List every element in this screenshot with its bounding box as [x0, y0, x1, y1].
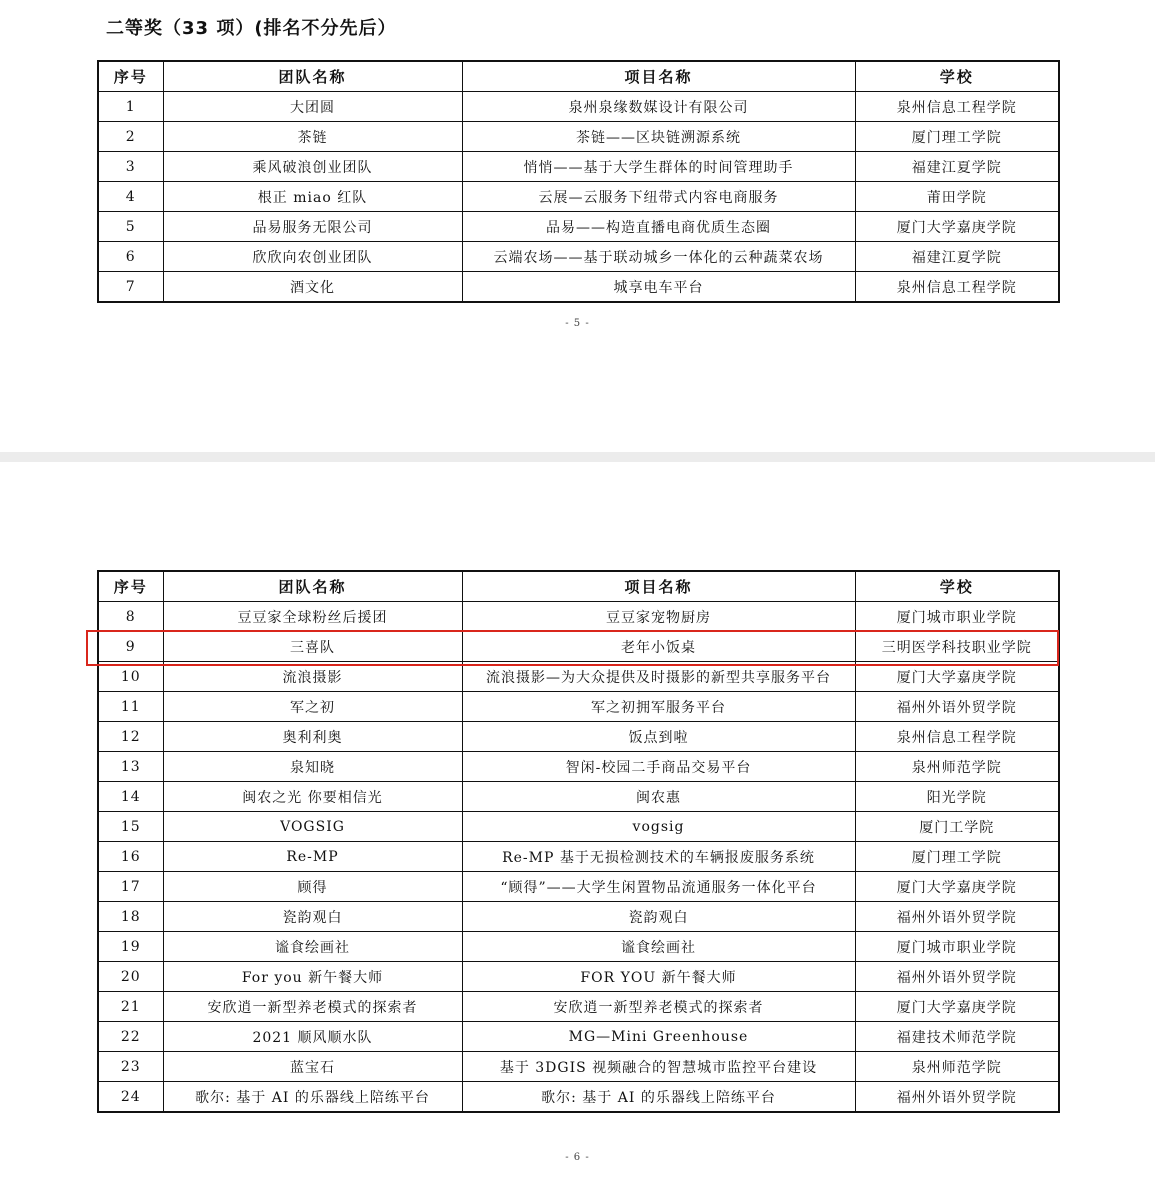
section-heading: 二等奖（33 项）(排名不分先后） — [106, 18, 397, 39]
cell-team-name: 安欣逍一新型养老模式的探索者 — [163, 992, 462, 1022]
cell-project-name: 品易——构造直播电商优质生态圈 — [462, 212, 855, 242]
cell-school: 泉州师范学院 — [855, 1052, 1059, 1082]
cell-team-name: Re-MP — [163, 842, 462, 872]
header-index: 序号 — [98, 61, 163, 92]
cell-index: 7 — [98, 272, 163, 303]
table-row — [98, 632, 1059, 662]
table-row — [98, 752, 1059, 782]
cell-school: 三明医学科技职业学院 — [855, 632, 1059, 662]
cell-team-name: 瓷韵观白 — [163, 902, 462, 932]
cell-school: 厦门城市职业学院 — [855, 602, 1059, 632]
cell-team-name: 豆豆家全球粉丝后援团 — [163, 602, 462, 632]
cell-team-name: 茶链 — [163, 122, 462, 152]
cell-team-name: 奥利利奥 — [163, 722, 462, 752]
table-row — [98, 842, 1059, 872]
cell-project-name: 饭点到啦 — [462, 722, 855, 752]
cell-school: 泉州信息工程学院 — [855, 272, 1059, 303]
cell-school: 厦门大学嘉庚学院 — [855, 212, 1059, 242]
cell-team-name: 大团圆 — [163, 92, 462, 122]
cell-team-name: 闽农之光 你要相信光 — [163, 782, 462, 812]
header-team-name: 团队名称 — [163, 571, 462, 602]
page-separator — [0, 452, 1155, 462]
cell-school: 泉州信息工程学院 — [855, 92, 1059, 122]
cell-project-name: 悄悄——基于大学生群体的时间管理助手 — [462, 152, 855, 182]
cell-team-name: 2021 顺风顺水队 — [163, 1022, 462, 1052]
cell-team-name: 流浪摄影 — [163, 662, 462, 692]
cell-project-name: 歌尔: 基于 AI 的乐器线上陪练平台 — [462, 1082, 855, 1113]
page-number: - 6 - — [565, 1152, 590, 1163]
cell-project-name: Re-MP 基于无损检测技术的车辆报废服务系统 — [462, 842, 855, 872]
document-page-5 — [0, 0, 1155, 452]
cell-school: 厦门大学嘉庚学院 — [855, 992, 1059, 1022]
header-project-name: 项目名称 — [462, 61, 855, 92]
cell-project-name: 云端农场——基于联动城乡一体化的云种蔬菜农场 — [462, 242, 855, 272]
cell-index: 24 — [98, 1082, 163, 1113]
cell-index: 15 — [98, 812, 163, 842]
page-number: - 5 - — [565, 318, 590, 329]
cell-school: 福建江夏学院 — [855, 152, 1059, 182]
table-row — [98, 152, 1059, 182]
table-row — [98, 122, 1059, 152]
awards-table-page-6 — [97, 570, 1060, 1113]
cell-school: 莆田学院 — [855, 182, 1059, 212]
table-row — [98, 272, 1059, 303]
cell-index: 12 — [98, 722, 163, 752]
header-project-name: 项目名称 — [462, 571, 855, 602]
cell-school: 厦门城市职业学院 — [855, 932, 1059, 962]
cell-school: 福州外语外贸学院 — [855, 1082, 1059, 1113]
cell-project-name: 基于 3DGIS 视频融合的智慧城市监控平台建设 — [462, 1052, 855, 1082]
table-row — [98, 962, 1059, 992]
cell-project-name: FOR YOU 新午餐大师 — [462, 962, 855, 992]
cell-team-name: 欣欣向农创业团队 — [163, 242, 462, 272]
cell-index: 9 — [98, 632, 163, 662]
table-row — [98, 242, 1059, 272]
cell-project-name: 闽农惠 — [462, 782, 855, 812]
cell-index: 8 — [98, 602, 163, 632]
cell-team-name: 谧食绘画社 — [163, 932, 462, 962]
cell-index: 10 — [98, 662, 163, 692]
table-row — [98, 662, 1059, 692]
cell-team-name: 歌尔: 基于 AI 的乐器线上陪练平台 — [163, 1082, 462, 1113]
document-page-6 — [0, 462, 1155, 1200]
cell-project-name: MG—Mini Greenhouse — [462, 1022, 855, 1052]
cell-school: 厦门大学嘉庚学院 — [855, 872, 1059, 902]
cell-team-name: 泉知晓 — [163, 752, 462, 782]
cell-team-name: For you 新午餐大师 — [163, 962, 462, 992]
cell-school: 厦门工学院 — [855, 812, 1059, 842]
cell-index: 2 — [98, 122, 163, 152]
cell-project-name: 智闲-校园二手商品交易平台 — [462, 752, 855, 782]
cell-project-name: 豆豆家宠物厨房 — [462, 602, 855, 632]
table-body — [98, 602, 1059, 1113]
cell-index: 4 — [98, 182, 163, 212]
cell-project-name: 城享电车平台 — [462, 272, 855, 303]
cell-project-name: 泉州泉缘数媒设计有限公司 — [462, 92, 855, 122]
cell-index: 21 — [98, 992, 163, 1022]
cell-index: 16 — [98, 842, 163, 872]
cell-school: 福州外语外贸学院 — [855, 692, 1059, 722]
table-row — [98, 212, 1059, 242]
table-body — [98, 92, 1059, 303]
cell-index: 14 — [98, 782, 163, 812]
cell-index: 23 — [98, 1052, 163, 1082]
cell-school: 厦门理工学院 — [855, 842, 1059, 872]
cell-index: 3 — [98, 152, 163, 182]
table-row — [98, 92, 1059, 122]
cell-project-name: 谧食绘画社 — [462, 932, 855, 962]
cell-school: 泉州信息工程学院 — [855, 722, 1059, 752]
table-header-row — [98, 571, 1059, 602]
cell-school: 泉州师范学院 — [855, 752, 1059, 782]
header-school: 学校 — [855, 61, 1059, 92]
table-header-row — [98, 61, 1059, 92]
table-row — [98, 782, 1059, 812]
cell-project-name: 茶链——区块链溯源系统 — [462, 122, 855, 152]
cell-index: 5 — [98, 212, 163, 242]
cell-index: 19 — [98, 932, 163, 962]
table-row — [98, 1052, 1059, 1082]
table-row — [98, 902, 1059, 932]
table-row — [98, 872, 1059, 902]
table-row — [98, 812, 1059, 842]
cell-index: 11 — [98, 692, 163, 722]
cell-index: 18 — [98, 902, 163, 932]
cell-project-name: 老年小饭桌 — [462, 632, 855, 662]
header-school: 学校 — [855, 571, 1059, 602]
cell-index: 20 — [98, 962, 163, 992]
cell-team-name: 品易服务无限公司 — [163, 212, 462, 242]
table-row — [98, 992, 1059, 1022]
cell-project-name: “顾得”——大学生闲置物品流通服务一体化平台 — [462, 872, 855, 902]
cell-school: 福州外语外贸学院 — [855, 902, 1059, 932]
awards-table-page-5 — [97, 60, 1060, 303]
cell-team-name: 顾得 — [163, 872, 462, 902]
cell-team-name: VOGSIG — [163, 812, 462, 842]
cell-project-name: vogsig — [462, 812, 855, 842]
cell-index: 17 — [98, 872, 163, 902]
table-row — [98, 932, 1059, 962]
cell-school: 阳光学院 — [855, 782, 1059, 812]
cell-index: 22 — [98, 1022, 163, 1052]
cell-index: 6 — [98, 242, 163, 272]
cell-team-name: 根正 miao 红队 — [163, 182, 462, 212]
header-index: 序号 — [98, 571, 163, 602]
cell-school: 厦门大学嘉庚学院 — [855, 662, 1059, 692]
cell-school: 福建江夏学院 — [855, 242, 1059, 272]
cell-index: 1 — [98, 92, 163, 122]
cell-team-name: 军之初 — [163, 692, 462, 722]
cell-project-name: 流浪摄影—为大众提供及时摄影的新型共享服务平台 — [462, 662, 855, 692]
table-row — [98, 182, 1059, 212]
cell-index: 13 — [98, 752, 163, 782]
cell-school: 厦门理工学院 — [855, 122, 1059, 152]
cell-project-name: 安欣逍一新型养老模式的探索者 — [462, 992, 855, 1022]
cell-team-name: 蓝宝石 — [163, 1052, 462, 1082]
cell-project-name: 军之初拥军服务平台 — [462, 692, 855, 722]
table-row — [98, 1022, 1059, 1052]
header-team-name: 团队名称 — [163, 61, 462, 92]
cell-team-name: 酒文化 — [163, 272, 462, 303]
cell-school: 福建技术师范学院 — [855, 1022, 1059, 1052]
cell-project-name: 云展—云服务下纽带式内容电商服务 — [462, 182, 855, 212]
cell-project-name: 瓷韵观白 — [462, 902, 855, 932]
table-row — [98, 692, 1059, 722]
table-row — [98, 722, 1059, 752]
cell-team-name: 乘风破浪创业团队 — [163, 152, 462, 182]
table-row — [98, 602, 1059, 632]
cell-school: 福州外语外贸学院 — [855, 962, 1059, 992]
cell-team-name: 三喜队 — [163, 632, 462, 662]
table-row — [98, 1082, 1059, 1113]
